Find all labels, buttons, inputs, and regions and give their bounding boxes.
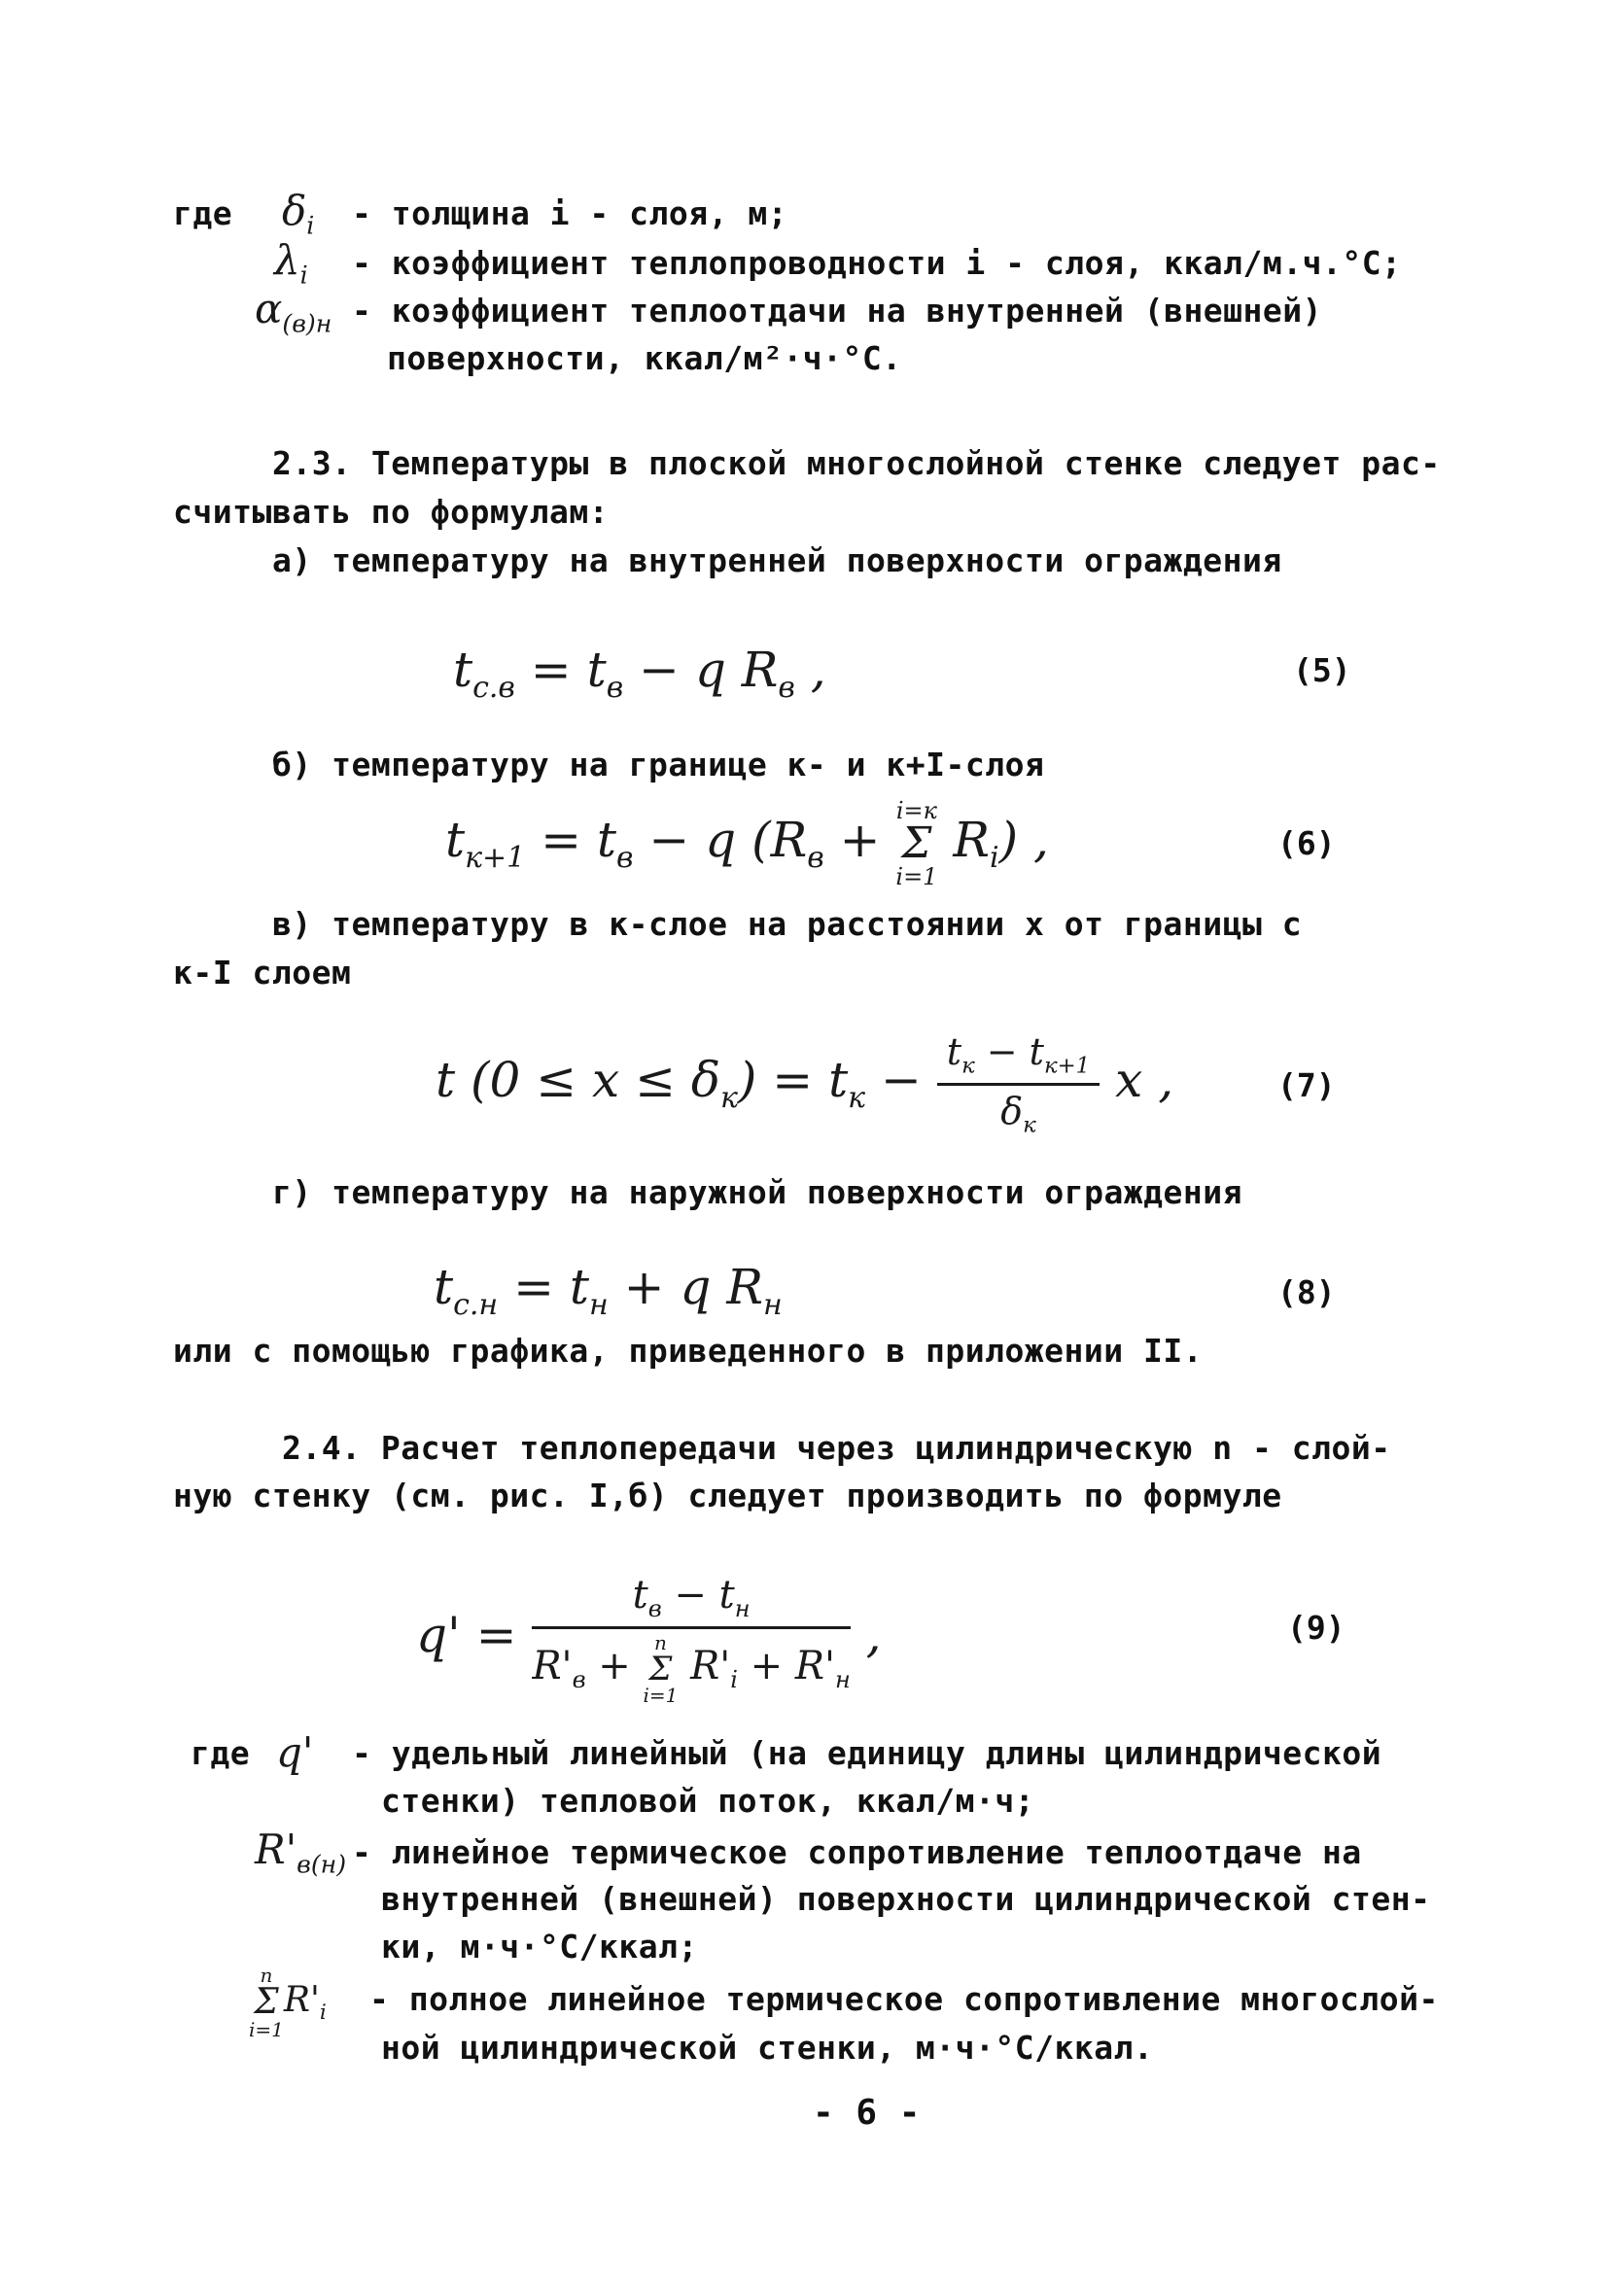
section-2-4-line1: 2.4. Расчет теплопередачи через цилиндрическую n - слой- <box>282 1429 1391 1467</box>
item-c-line1: в) температуру в к-слое на расстоянии х от границы с <box>272 905 1303 943</box>
where-label-1: где <box>173 194 233 232</box>
symbol-alpha-vn: $\alpha_{(в)н}$ <box>255 285 332 338</box>
definition-lambda: - коэффициент теплопроводности i - слоя, ккал/м.ч.°С; <box>352 244 1402 282</box>
definition-R-line1: - линейное термическое сопротивление теплоотдаче на <box>352 1833 1362 1871</box>
equation-7-number: (7) <box>1277 1066 1336 1104</box>
section-2-4-line2: ную стенку (см. рис. I,б) следует производить по формуле <box>173 1477 1282 1514</box>
symbol-q-prime: q' <box>276 1728 314 1776</box>
definition-delta: - толщина i - слоя, м; <box>352 194 788 232</box>
definition-alpha-cont: поверхности, ккал/м²·ч·°С. <box>387 339 902 377</box>
equation-5-number: (5) <box>1293 651 1351 689</box>
equation-6-number: (6) <box>1277 824 1336 862</box>
item-c-line2: к-I слоем <box>173 954 352 991</box>
symbol-lambda-i: $\lambda_i$ <box>274 236 308 290</box>
where-label-2: где <box>191 1734 251 1772</box>
symbol-delta-i: $\delta_i$ <box>282 187 315 240</box>
equation-9-number: (9) <box>1287 1609 1345 1647</box>
equation-9: q' = $t_в - t_н$ $R'_в$ + n Σ i=1 $R'_i + R'_н$ , <box>416 1573 882 1707</box>
item-b-text: б) температуру на границе к- и к+I-слоя <box>272 746 1045 783</box>
definition-alpha: - коэффициент теплоотдачи на внутренней (внешней) <box>352 292 1323 330</box>
item-a-text: а) температуру на внутренней поверхности ограждения <box>272 541 1282 579</box>
item-d-text: г) температуру на наружной поверхности ограждения <box>272 1173 1243 1211</box>
definition-q-line1: - удельный линейный (на единицу длины цилиндрической <box>352 1734 1382 1772</box>
section-2-3-line2: считывать по формулам: <box>173 493 610 531</box>
equation-5: $t_{c.в} = t_в - q$ $R_в$ , <box>453 642 826 705</box>
definition-sum-line2: ной цилиндрической стенки, м·ч·°С/ккал. <box>381 2029 1154 2067</box>
symbol-sum-R-prime-i: n Σ i=1 $R'_i$ <box>249 1964 327 2041</box>
equation-6: $t_{к+1} = t_в - q$ ($R_в$ + i=к Σ i=1 $R_i$) , <box>445 797 1049 890</box>
section-2-3-line1: 2.3. Температуры в плоской многослойной стенке следует рас- <box>272 444 1441 482</box>
definition-sum-line1: - полное линейное термическое сопротивление многослой- <box>369 1980 1439 2018</box>
equation-8-number: (8) <box>1277 1273 1336 1311</box>
definition-q-line2: стенки) тепловой поток, ккал/м·ч; <box>381 1782 1035 1820</box>
definition-R-line3: ки, м·ч·°С/ккал; <box>381 1928 698 1966</box>
page-number: - 6 - <box>813 2093 921 2133</box>
definition-R-line2: внутренней (внешней) поверхности цилиндрической стен- <box>381 1880 1431 1918</box>
symbol-R-prime-vn: $R'_{в(н)}$ <box>255 1826 347 1879</box>
after-eq8-text: или с помощью графика, приведенного в приложении II. <box>173 1332 1204 1370</box>
equation-8: $t_{c.н} = t_н + q$ $R_н$ <box>434 1259 783 1322</box>
equation-7: t $(0 \le x \le \delta_к) = t_к$ − $\frac{t_к - t_{к+1}}{\delta_к}$ x , <box>436 1030 1174 1138</box>
